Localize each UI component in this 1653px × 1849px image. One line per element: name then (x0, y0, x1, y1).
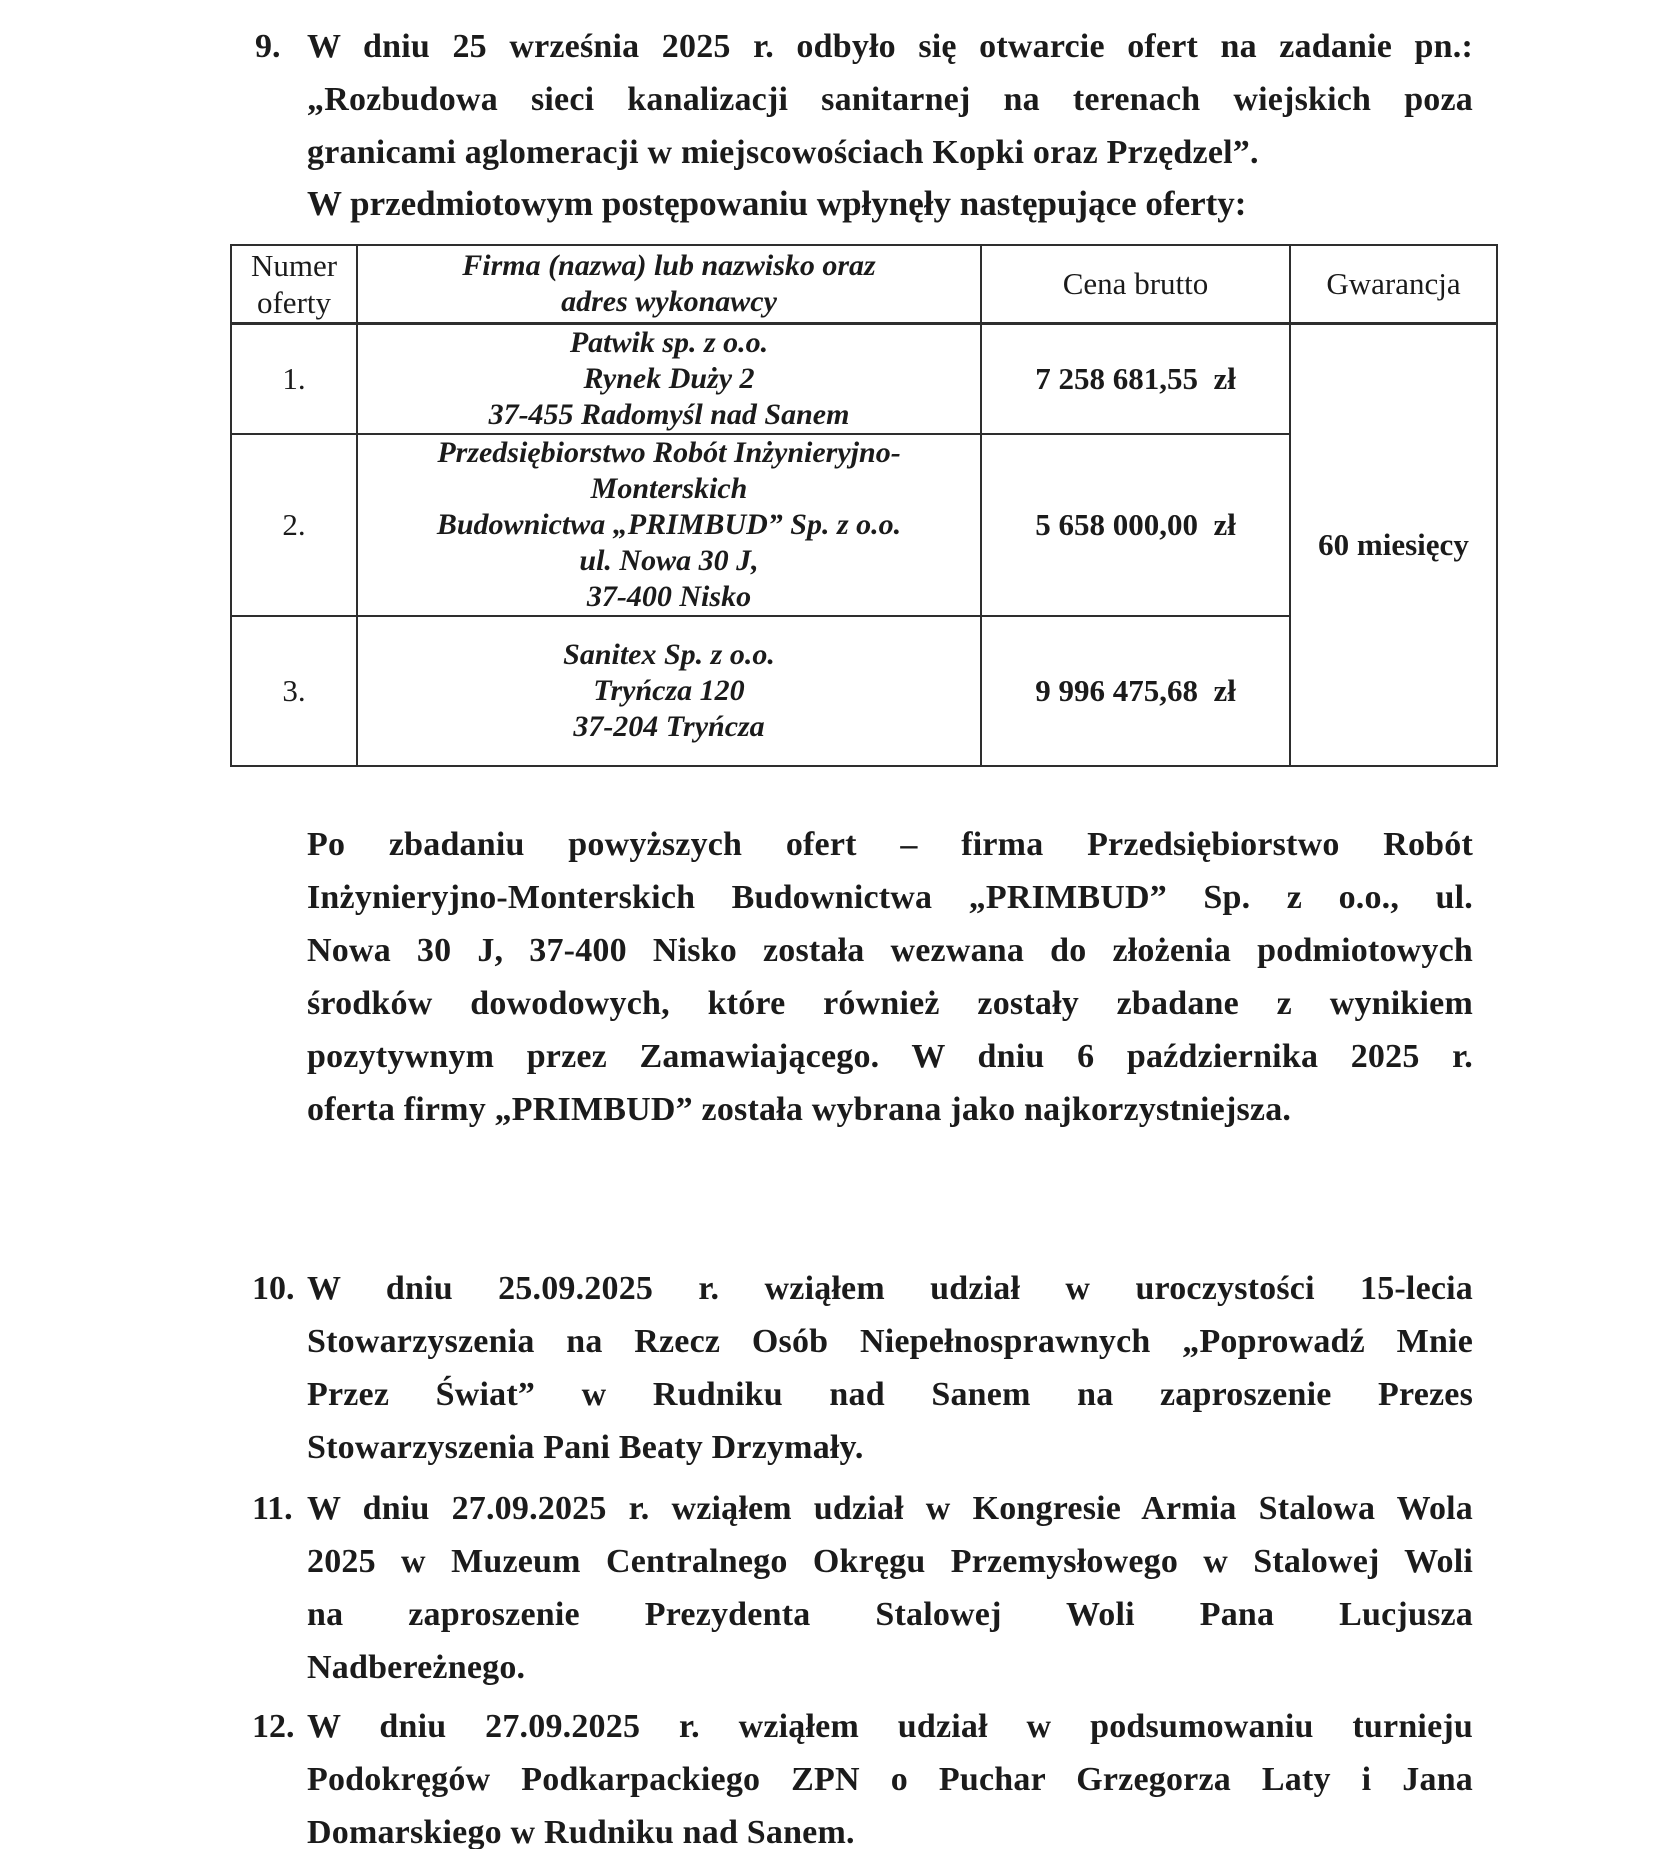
header-cell-gross-price (981, 245, 1290, 323)
text-line: W dniu 27.09.2025 r. wziąłem udział w podsumowaniu turnieju (307, 1708, 1473, 1745)
item-12-number: 12. (252, 1708, 295, 1745)
text-line: 37-400 Nisko (586, 579, 752, 613)
text-line: W dniu 25.09.2025 r. wziąłem udział w uroczystości 15-lecia (307, 1270, 1473, 1307)
item-10-number: 10. (252, 1270, 295, 1307)
text-line: ul. Nowa 30 J, (579, 543, 759, 577)
text-line: Numer (250, 247, 338, 283)
text-line: 2025 w Muzeum Centralnego Okręgu Przemysłowego w Stalowej Woli (307, 1543, 1473, 1580)
text-line: Monterskich (590, 471, 748, 505)
text-line: oferta firmy „PRIMBUD” została wybrana jako najkorzystniejsza. (307, 1091, 1292, 1128)
text-line: Stowarzyszenia na Rzecz Osób Niepełnosprawnych „Poprowadź Mnie (307, 1323, 1473, 1360)
text-line: Przez Świat” w Rudniku nad Sanem na zaproszenie Prezes (307, 1376, 1473, 1413)
list-item-9 (255, 20, 1473, 179)
item-11-text (307, 1482, 1473, 1694)
offer-2-number: 2. (231, 434, 357, 616)
offer-1-price: 7 258 681,55 zł (981, 323, 1290, 434)
text-line: Patwik sp. z o.o. (569, 325, 769, 359)
text-line: Nowa 30 J, 37-400 Nisko została wezwana do złożenia podmiotowych (307, 932, 1473, 969)
offers-intro-line: W przedmiotowym postępowaniu wpłynęły następujące oferty: (307, 184, 1247, 223)
offers-table (230, 244, 1498, 767)
paragraph-primbud-selection (307, 818, 1473, 1136)
text-line: pozytywnym przez Zamawiającego. W dniu 6 października 2025 r. (307, 1038, 1473, 1075)
header-row (231, 245, 1497, 323)
text-line: Domarskiego w Rudniku nad Sanem. (307, 1814, 855, 1849)
text-line: Sanitex Sp. z o.o. (563, 637, 775, 671)
item-9-text (307, 20, 1473, 179)
item-9-number: 9. (255, 28, 281, 65)
header-cell-guarantee (1290, 245, 1497, 323)
text-line: środków dowodowych, które również zostały zbadane z wynikiem (307, 985, 1473, 1022)
text-line: Inżynieryjno-Monterskich Budownictwa „PRIMBUD” Sp. z o.o., ul. (307, 879, 1473, 916)
text-line: na zaproszenie Prezydenta Stalowej Woli Pana Lucjusza (307, 1596, 1473, 1633)
header-cell-offer-number (231, 245, 357, 323)
header-cell-company (357, 245, 981, 323)
text-line: Nadbereżnego. (307, 1649, 526, 1686)
list-item-11 (252, 1482, 1473, 1694)
text-line: Rynek Duży 2 (583, 361, 755, 395)
text-line: adres wykonawcy (561, 284, 777, 318)
item-11-number: 11. (252, 1490, 293, 1527)
text-line: oferty (256, 284, 332, 320)
text-line: Stowarzyszenia Pani Beaty Drzymały. (307, 1429, 864, 1466)
text-line: granicami aglomeracji w miejscowościach Kopki oraz Przędzel”. (307, 134, 1259, 171)
offer-3-company (357, 616, 981, 766)
item-12-text (307, 1700, 1473, 1849)
offer-3-price: 9 996 475,68 zł (981, 616, 1290, 766)
text-line: Tryńcza 120 (593, 673, 745, 707)
offers-table-header (231, 245, 1497, 323)
offer-2-company (357, 434, 981, 616)
text-line: Przedsiębiorstwo Robót Inżynieryjno- (437, 435, 901, 469)
text-line: „Rozbudowa sieci kanalizacji sanitarnej na terenach wiejskich poza (307, 81, 1473, 118)
offer-2-price: 5 658 000,00 zł (981, 434, 1290, 616)
guarantee-merged-cell: 60 miesięcy (1290, 323, 1497, 766)
text-line: Gwarancja (1326, 266, 1461, 302)
list-item-12 (252, 1700, 1473, 1849)
list-item-10 (252, 1262, 1473, 1474)
text-line: Budownictwa „PRIMBUD” Sp. z o.o. (436, 507, 902, 541)
offer-3-number: 3. (231, 616, 357, 766)
text-line: Cena brutto (1062, 266, 1209, 302)
text-line: Po zbadaniu powyższych ofert – firma Przedsiębiorstwo Robót (307, 826, 1473, 863)
text-line: 37-204 Tryńcza (573, 709, 765, 743)
offer-1-company (357, 323, 981, 434)
text-line: W dniu 27.09.2025 r. wziąłem udział w Kongresie Armia Stalowa Wola (307, 1490, 1473, 1527)
text-line: Podokręgów Podkarpackiego ZPN o Puchar Grzegorza Laty i Jana (307, 1761, 1473, 1798)
item-10-text (307, 1262, 1473, 1474)
text-line: 37-455 Radomyśl nad Sanem (488, 397, 850, 431)
text-line: Firma (nazwa) lub nazwisko oraz (462, 248, 876, 282)
offer-1-number: 1. (231, 323, 357, 434)
table-row-offer-1 (231, 323, 1497, 434)
text-line: W dniu 25 września 2025 r. odbyło się otwarcie ofert na zadanie pn.: (307, 28, 1473, 65)
